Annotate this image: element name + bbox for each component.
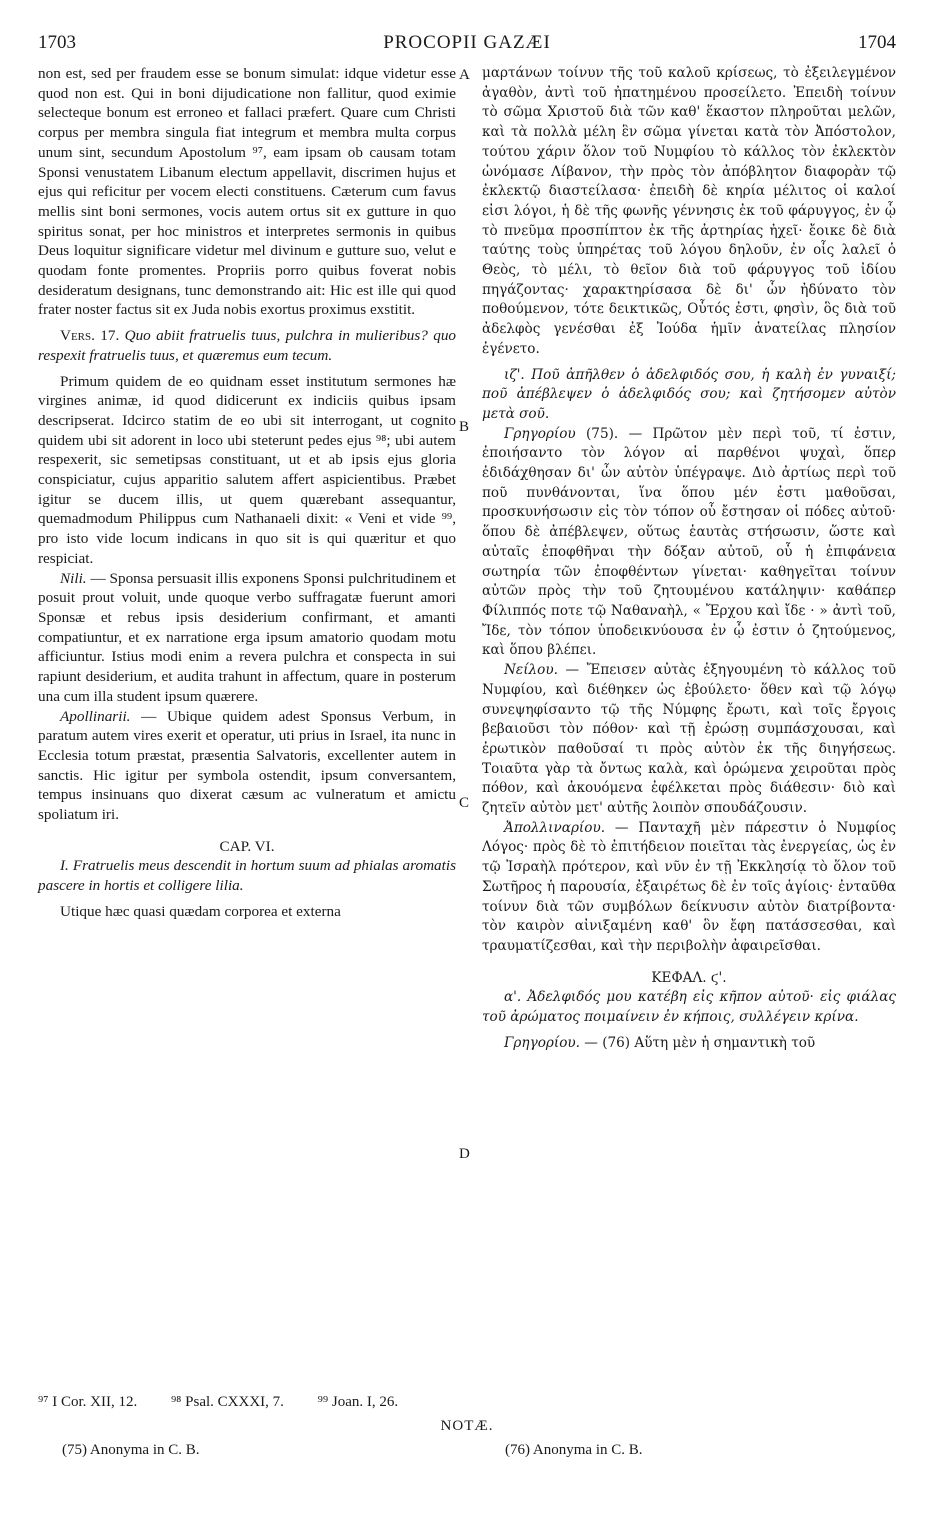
verse-text: Quo abiit fratruelis tuus, pulchra in mulieribus? quo respexit fratruelis tuus, et quæremus eum tecum. [38, 327, 457, 364]
note-right: (76) Anonyma in C. B. [505, 1442, 643, 1458]
author-label: Γρηγορίου [504, 425, 576, 442]
margin-marker-b: B [459, 419, 470, 435]
verse-text: ιζ'. Ποῦ ἀπῆλθεν ὁ ἀδελφιδός σου, ἡ καλὴ ἐν γυναιξί; ποῦ ἀπέβλεψεν ὁ ἀδελφιδός σου; καὶ ζητήσομεν αὐτὸν μετὰ σοῦ. [482, 366, 896, 422]
latin-paragraph: Primum quidem de eo quidnam esset institutum sermones hæ virgines animæ, id quod didicerunt ex indiciis quibus ipsam descripserat. Idcirco statim de eo ubi sit interrogant, ut cognito quidem ubi sit adorent in loco ubi steterunt pedes ejus ⁹⁸; ubi autem respexerit, sic semetipsas constituant, ut et ab ipsis ejus gloria conspiciatur, cujus apparitio salutem affert aspicientibus. Præbet igitur se ducem illis, ut quem quærebant assequantur, quemadmodum Philippus cum Nathanaeli dixit: « Veni et vide ⁹⁹, pro isto vide locum indicans in quo sit is qui quæritur et quo respiciat. [38, 372, 456, 567]
chapter-verse: α'. Ἀδελφιδός μου κατέβη εἰς κῆπον αὐτοῦ· εἰς φιάλας τοῦ ἀρώματος ποιμαίνειν ἐν κήποις, συλλέγειν κρίνα. [482, 989, 896, 1026]
greek-column [482, 64, 896, 1053]
latin-paragraph: non est, sed per fraudem esse se bonum simulat: idque videtur esse quod non est. Qui in boni dijudicatione non fallitur, quod eximie selecteque bonum est erroneo et fallaci præfert. Quare cum Christi corpus per membra singula fiat integrum et membra multa corpus unum sint, secundum Apostolum ⁹⁷, eam ipsam ob causam totam Sponsi venustatem Libanum electum appellavit, discrimen hujus et ejus qui reficitur per vocem electi constituens. Cæterum cum favus mellis sint boni sermones, vocis autem ortus sit ex gutture in quo spiritus sonat, per hoc ministros et interpretes sermonis in quibus Deus loquitur significare videtur mel divinum e gutture suo, velut e quodam fonte promentes. Propriis porro quibus foverat nobis desideratum designans, tunc demonstrando ait: Hic est ille qui quod frater noster factus sit ex Juda nobis exortus proximus exstitit. [38, 65, 456, 319]
commentary-text: — (76) Αὕτη μὲν ἡ σημαντικὴ τοῦ [579, 1034, 816, 1051]
commentary-text: — Sponsa persuasit illis exponens Sponsi pulchritudinem et posuit prout voluit, unde quoque verbo suffragatæ fuerunt amori Sponsæ et rebus ipsis desiderium confirmant, et amanti compatiuntur, et ex narratione erga ipsum amatorio quodam motu afficiuntur. Istius modi enim a revera pulchra et conspecta in sui rapiunt desiderium, et audita trahunt in affectum, quare in posterum una cum illa student ipsum quærere. [38, 569, 456, 705]
author-label: Ἀπολλιναρίου. [504, 819, 606, 836]
footnote-ref: ⁹⁹ Joan. I, 26. [317, 1394, 399, 1410]
margin-marker-a: A [459, 67, 470, 83]
greek-paragraph: μαρτάνων τοίνυν τῆς τοῦ καλοῦ κρίσεως, τὸ ἐξειλεγμένον ἀγαθὸν, ἀντὶ τοῦ ἠπατημένου προσείλετο. Ἐπειδὴ τοίνυν τὸ σῶμα Χριστοῦ διὰ τῶν καθ' ἕκαστον πληροῦται μελῶν, καὶ τὰ πολλὰ μέλη ἓν σῶμα γίνεται κατὰ τὸν Ἀπόστολον, τούτου χάριν ὅλον τοῦ Νυμφίου τὸ κάλλος τὸν ἐκλεκτὸν ὠνόμασε Λίβανον, τὴν πρὸς τὸν ἀπόβλητον διαφορὰν τῷ ἐκλεκτῷ διαστείλασα· ἐπειδὴ δὲ κηρία μέλιτος οἱ καλοί εἰσι λόγοι, ἡ δὲ τῆς φωνῆς γέννησις ἐκ τοῦ φάρυγγος, ἐν ᾧ τὸ πνεῦμα προσπίπτον ἐκ τῆς ἀρτηρίας ἠχεῖ· ἔοικε δὲ διὰ ταύτης τοὺς ὑπηρέτας τοῦ λόγου δηλοῦν, ἐν οἷς λαλεῖ ὁ Θεὸς, τὸ μέλι, τὸ θεῖον διὰ τοῦ φάρυγγος τοῦ ἰδίου πηγάζοντας· χαρακτηρίσασα δὲ δι' ὧν ἠδύνατο τὸν ποθούμενον, τότε δεικτικῶς, Οὗτός ἐστι, φησὶν, ὃς διὰ τοῦ ἀδελφὸς γενέσθαι ἐξ Ἰούδα ἡμῖν ἀνατείλας πλησίον ἐγένετο. [482, 65, 896, 357]
note-left: (75) Anonyma in C. B. [62, 1442, 200, 1458]
latin-paragraph: Utique hæc quasi quædam corporea et externa [60, 902, 341, 920]
page-header [38, 32, 896, 56]
author-label: Apollinarii. [60, 707, 131, 725]
footnote-references [38, 1394, 598, 1411]
latin-column [38, 64, 456, 922]
author-label: Γρηγορίου. [504, 1034, 580, 1051]
author-label: Nili. [60, 569, 87, 587]
chapter-heading: ΚΕΦΑΛ. ϛ'. [651, 969, 727, 986]
chapter-verse: I. Fratruelis meus descendit in hortum suum ad phialas aromatis pascere in hortis et colligere lilia. [38, 857, 456, 895]
commentary-text: — Ἔπεισεν αὐτὰς ἐξηγουμένη τὸ κάλλος τοῦ Νυμφίου, καὶ διέθηκεν ὡς ἐβούλετο· ὅθεν καὶ τῷ λόγῳ συνεψηφίσαντο τῷ τῆς Νύμφης ἔρωτι, καὶ τοῖς ἔργοις βεβαιοῦσι τὸν πόθον· καὶ τῇ ἐρώσῃ συμπάσχουσαι, καὶ ἐρωτικὸν παθοῦσαί τι πρὸς αὐτὸν ἐκ τῆς διηγήσεως. Τοιαῦτα γὰρ τὰ ὄντως καλὰ, καὶ ὁρώμενα χειροῦται πρὸς πόθον, καὶ ἀκουόμενα ἐφέλκεται πρὸς διάθεσιν· διὸ καὶ ζητεῖν αὐτὸν μετ' αὐτῆς λοιπὸν σπουδάζουσιν. [482, 662, 896, 817]
page-number-right: 1704 [858, 32, 896, 53]
commentary-text: — Ubique quidem adest Sponsus Verbum, in paratum autem vires exerit et operatur, uti prius in Israel, ita nunc in Ecclesia totum præstat, præsentia Salvatoris, excellenter autem in sanctis. Hic igitur per symbola ostendit, ipsum conversantem, tempus insinuans quo dixerat cæsum ac vulneratum et amictu spoliatum iri. [38, 707, 456, 824]
author-label: Νείλου. [504, 662, 558, 679]
commentary-text: — Πανταχῆ μὲν πάρεστιν ὁ Νυμφίος Λόγος· πρὸς δὲ τὸ ἐπιτήδειον ποιεῖται τὰς ἐνεργείας, ὡς ἐν τῷ Ἰσραὴλ πρότερον, καὶ νῦν ἐν τῇ Ἐκκλησίᾳ τὸ ὅλον τοῦ Σωτῆρος ἡ παρουσία, ἐξαιρέτως δὲ ἐν τοῖς ἁγίοις· ἐνταῦθα τοίνυν διὰ τῶν συμβόλων δείκνυσιν αὐτὸν διατρίβοντα· τὸν καιρὸν αἰνιξαμένη καθ' ὃν ἔφη πατάσσεσθαι, καὶ τραυματίζεσθαι, καὶ τὴν περιβολὴν ἀφαιρεῖσθαι. [482, 819, 896, 954]
page-number-left: 1703 [38, 32, 76, 53]
margin-marker-c: C [459, 795, 470, 811]
footnote-ref: ⁹⁸ Psal. CXXXI, 7. [170, 1394, 284, 1410]
verse-label: Vers. 17. [60, 327, 120, 345]
footnote-ref: ⁹⁷ I Cor. XII, 12. [38, 1394, 138, 1410]
notes-heading: NOTÆ. [440, 1418, 494, 1434]
chapter-heading: CAP. VI. [219, 837, 275, 855]
commentary-text: (75). — Πρῶτον μὲν περὶ τοῦ, τί ἐστιν, ἐποιήσαντο τὸν λόγον αἱ παρθένοι ψυχαὶ, ὅπερ ἐδιδάχθησαν δι' ὧν αὐτὸν ὑπέγραψε. Διὸ ἀρτίως περὶ τοῦ ποῦ πυνθάνονται, ἵνα ὅπου μέν ἐστι μαθοῦσαι, προσκυνήσωσιν εἰς τὸν τόπον οὗ ἔστησαν οἱ πόδες αὐτοῦ· ὅπου δὲ ἀπέβλεψεν, οὕτως ἑαυτὰς στήσωσιν, ὥστε καὶ αὐταῖς ἐποφθῆναι τὴν δόξαν αὐτοῦ, οὗ ἡ ἐπιφάνεια σωτηρία τῶν ἐποφθέντων γίνεται· καθηγεῖται τοίνυν αὐτῶν πρὸς τὴν τοῦ ζητουμένου κατάληψιν· καθάπερ Φίλιππός ποτε τῷ Ναθαναὴλ, « Ἔρχου καὶ ἴδε · » ἀντὶ τοῦ, Ἴδε, τὸν τόπον ὑποδεικνύουσα ἐν ᾧ ἐστιν ὁ ζητούμενος, καὶ ὅπου βλέπει. [482, 425, 896, 659]
running-title: PROCOPII GAZÆI [383, 32, 551, 53]
margin-marker-d: D [459, 1146, 470, 1162]
